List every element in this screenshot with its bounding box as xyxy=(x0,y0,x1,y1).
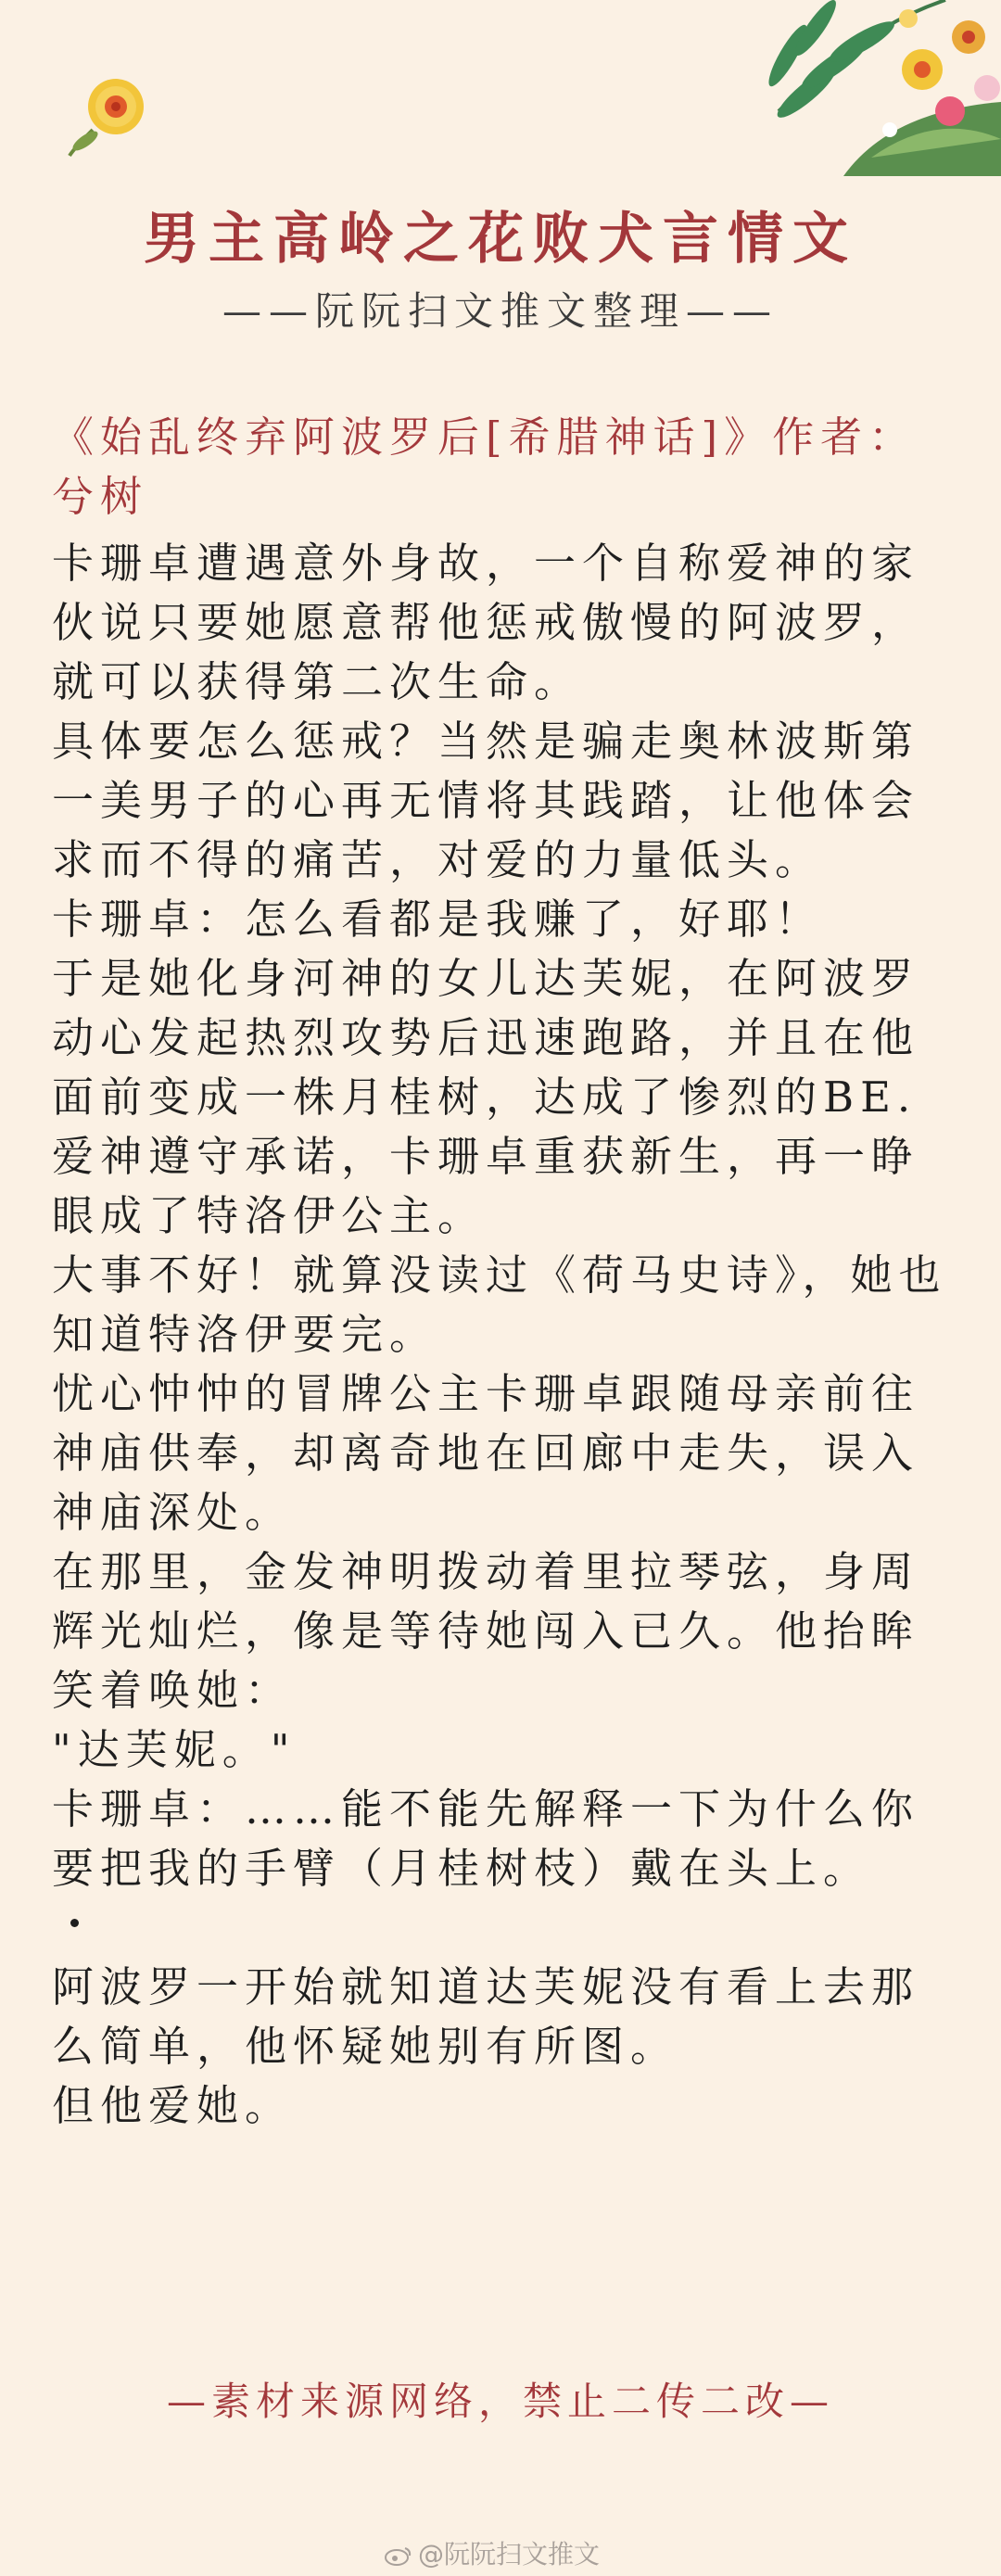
flower-icon xyxy=(65,65,167,158)
book-title: 《始乱终弃阿波罗后[希腊神话]》作者：兮树 xyxy=(52,412,918,521)
page-title: 男主高岭之花败犬言情文 xyxy=(144,207,857,272)
paragraph: 但他爱她。 xyxy=(52,2081,294,2130)
paragraph: 卡珊卓：怎么看都是我赚了，好耶！ xyxy=(52,895,824,944)
paragraph: 具体要怎么惩戒？当然是骗走奥林波斯第一美男子的心再无情将其践踏，让他体会求而不得的痛苦，对爱的力量低头。 xyxy=(52,717,920,884)
paragraph: 忧心忡忡的冒牌公主卡珊卓跟随母亲前往神庙供奉，却离奇地在回廊中走失，误入神庙深处。 xyxy=(52,1369,920,1537)
article-body xyxy=(52,408,951,2136)
paragraph: 爱神遵守承诺，卡珊卓重获新生，再一睁眼成了特洛伊公主。 xyxy=(52,1132,920,1240)
paragraph: 卡珊卓遭遇意外身故，一个自称爱神的家伙说只要她愿意帮他惩戒傲慢的阿波罗，就可以获得第二次生命。 xyxy=(52,539,920,706)
paragraph: 大事不好！就算没读过《荷马史诗》，她也知道特洛伊要完。 xyxy=(52,1250,947,1359)
bullet-separator xyxy=(52,1898,951,1958)
paragraph: 卡珊卓：……能不能先解释一下为什么你要把我的手臂（月桂树枝）戴在头上。 xyxy=(52,1784,920,1893)
weibo-icon xyxy=(385,2545,412,2566)
foliage-decoration-icon xyxy=(723,0,1001,176)
source-note: —素材来源网络，禁止二传二改— xyxy=(166,2379,834,2424)
paragraph: 在那里，金发神明拨动着里拉琴弦，身周辉光灿烂，像是等待她闯入已久。他抬眸笑着唤她： xyxy=(52,1547,920,1715)
page-subtitle: ——阮阮扫文推文整理—— xyxy=(222,288,779,334)
paragraph: "达芙妮。" xyxy=(52,1725,297,1774)
watermark-text: @阮阮扫文推文 xyxy=(418,2539,601,2570)
watermark xyxy=(385,2534,600,2571)
paragraph: 阿波罗一开始就知道达芙妮没有看上去那么简单，他怀疑她别有所图。 xyxy=(52,1962,920,2071)
paragraph: 于是她化身河神的女儿达芙妮，在阿波罗动心发起热烈攻势后迅速跑路，并且在他面前变成一株月桂树，达成了惨烈的BE. xyxy=(52,954,920,1122)
